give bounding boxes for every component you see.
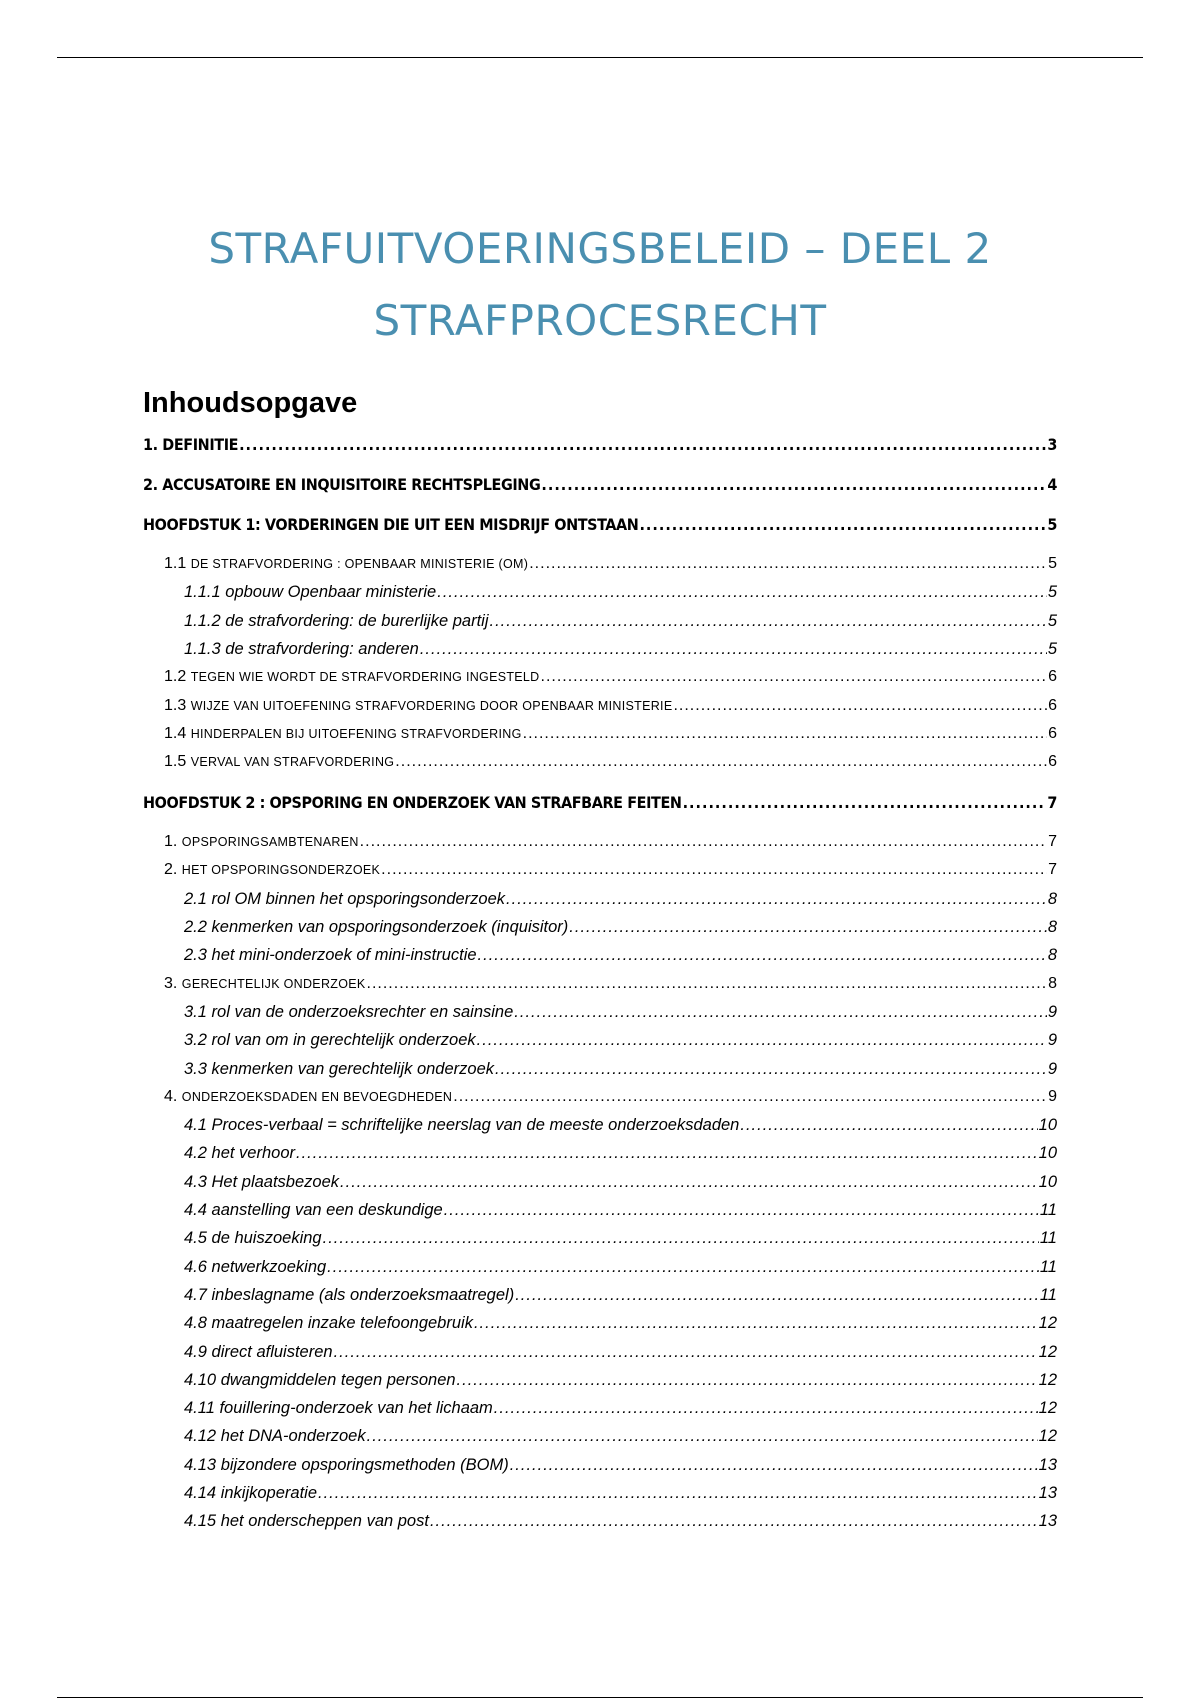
toc-entry[interactable] [164,555,1057,573]
toc-entry[interactable] [184,946,1057,965]
toc-entry-number: 1.3 [164,696,191,714]
toc-dot-leader [323,1229,1039,1248]
toc-page-number: 6 [1048,724,1057,742]
toc-entry-number: 4. [164,1087,182,1105]
toc-entry[interactable] [164,725,1057,743]
toc-page-number: 7 [1048,861,1057,879]
toc-entry[interactable] [143,515,1057,534]
toc-entry[interactable] [184,1258,1057,1277]
toc-entry-title: 4.7 inbeslagname (als onderzoeksmaatregel) [184,1285,515,1304]
toc-entry-title: 4.3 Het plaatsbezoek [184,1172,340,1191]
toc-entry-title: 4.13 bijzondere opsporingsmethoden (BOM) [184,1455,509,1474]
toc-entry[interactable] [184,1456,1057,1475]
toc-entry[interactable] [143,435,1057,454]
toc-entry-title [164,975,366,993]
toc-entry[interactable] [184,1116,1057,1135]
toc-entry-number: 1. [164,833,182,851]
toc-dot-leader [523,725,1047,743]
toc-dot-leader [673,697,1047,715]
toc-entry[interactable] [143,475,1057,494]
toc-page-number: 11 [1039,1285,1057,1304]
toc-dot-leader [437,583,1047,602]
toc-entry[interactable] [184,1173,1057,1192]
toc-page-number: 12 [1038,1342,1057,1361]
toc-page-number: 13 [1038,1455,1057,1474]
toc-entry[interactable] [164,833,1057,851]
toc-entry-title: 4.11 fouillering-onderzoek van het lichaam [184,1399,493,1418]
toc-entry-number: 1.4 [164,724,191,742]
toc-entry[interactable] [184,1371,1057,1390]
toc-page-number: 9 [1047,1031,1057,1050]
toc-entry[interactable] [184,1484,1057,1503]
toc-page-number: 11 [1039,1257,1057,1276]
toc-page-number: 13 [1038,1512,1057,1531]
toc-entry-label: TEGEN WIE WORDT DE STRAFVORDERING INGESTELD [190,670,540,685]
toc-entry[interactable] [164,753,1057,771]
toc-entry[interactable] [184,1314,1057,1333]
toc-entry[interactable] [184,1060,1057,1079]
document-title: STRAFUITVOERINGSBELEID – DEEL 2 [208,224,992,273]
toc-entry-title [164,861,380,879]
toc-page-number: 9 [1047,1002,1057,1021]
toc-dot-leader [490,612,1047,631]
toc-page-number: 5 [1047,611,1057,630]
toc-page-number: 6 [1048,696,1057,714]
toc-entry[interactable] [184,640,1057,659]
toc-dot-leader [569,918,1047,937]
toc-entry-title [164,1088,452,1106]
toc-dot-leader [430,1512,1038,1531]
toc-dot-leader [296,1144,1038,1163]
toc-entry[interactable] [164,668,1057,686]
toc-dot-leader [740,1116,1037,1135]
toc-page-number: 8 [1047,889,1057,908]
toc-entry[interactable] [164,697,1057,715]
toc-entry-title: 2.3 het mini-onderzoek of mini-instructie [184,946,477,965]
toc-dot-leader [478,946,1047,965]
toc-entry-label: HET OPSPORINGSONDERZOEK [181,863,381,878]
toc-entry[interactable] [184,1031,1057,1050]
toc-entry-title: 4.10 dwangmiddelen tegen personen [184,1370,456,1389]
toc-page-number: 8 [1047,918,1057,936]
toc-entry-title [164,725,522,743]
toc-page-number: 12 [1038,1370,1057,1389]
toc-heading: Inhoudsopgave [143,387,358,419]
toc-page-number: 8 [1047,946,1057,965]
toc-page-number: 11 [1039,1229,1057,1248]
toc-entry-title: 4.12 het DNA-onderzoek [184,1427,366,1446]
toc-page-number: 6 [1048,668,1057,686]
toc-dot-leader [360,833,1047,851]
toc-dot-leader [444,1201,1039,1220]
toc-page-number: 5 [1047,583,1057,602]
toc-dot-leader [639,515,1046,534]
toc-entry-title: 4.6 netwerkzoeking [184,1257,327,1276]
toc-entry-title: 4.14 inkijkoperatie [184,1484,317,1502]
toc-entry-title: 4.15 het onderscheppen van post [184,1512,429,1531]
toc-page-number: 5 [1047,639,1057,658]
toc-entry[interactable] [184,1144,1057,1163]
toc-entry[interactable] [184,1201,1057,1220]
toc-entry-label: GERECHTELIJK ONDERZOEK [181,976,366,991]
toc-dot-leader [239,435,1046,454]
toc-dot-leader [457,1371,1038,1390]
toc-page-number: 7 [1047,793,1057,813]
toc-entry[interactable] [184,1399,1057,1418]
toc-dot-leader [494,1399,1038,1418]
toc-entry-title: 4.1 Proces-verbaal = schriftelijke neerslag van de meeste onderzoeksdaden [184,1116,740,1135]
toc-dot-leader [506,890,1047,909]
toc-dot-leader [318,1484,1038,1503]
toc-entry-title: 2.1 rol OM binnen het opsporingsonderzoek [184,889,506,908]
toc-page-number: 13 [1038,1484,1057,1502]
toc-entry-title: 2.2 kenmerken van opsporingsonderzoek (inquisitor) [184,918,569,936]
toc-dot-leader [477,1031,1047,1050]
toc-dot-leader [495,1060,1047,1079]
toc-entry-title: 1.1.1 opbouw Openbaar ministerie [184,583,437,602]
toc-dot-leader [395,753,1047,771]
toc-entry-number: 3. [164,974,182,992]
toc-page-number: 6 [1048,753,1057,771]
toc-entry[interactable] [164,861,1057,879]
toc-dot-leader [474,1314,1038,1333]
toc-entry[interactable] [184,1286,1057,1305]
toc-entry-title: 4.8 maatregelen inzake telefoongebruik [184,1314,473,1333]
toc-entry-title: 2. ACCUSATOIRE EN INQUISITOIRE RECHTSPLEGING [143,475,541,494]
toc-entry-title: 3.3 kenmerken van gerechtelijk onderzoek [184,1059,495,1078]
toc-page-number: 11 [1039,1201,1057,1219]
toc-dot-leader [453,1088,1047,1106]
toc-dot-leader [541,668,1048,686]
toc-page-number: 3 [1047,435,1057,454]
toc-entry-label: WIJZE VAN UITOEFENING STRAFVORDERING DOOR OPENBAAR MINISTERIE [190,698,673,713]
toc-dot-leader [381,861,1047,879]
toc-entry-number: 1.1 [164,555,191,572]
toc-dot-leader [334,1343,1038,1362]
toc-entry-title: 1. DEFINITIE [143,435,239,454]
toc-entry[interactable] [184,1427,1057,1446]
toc-dot-leader [367,1427,1038,1446]
toc-entry-title: 4.4 aanstelling van een deskundige [184,1201,443,1219]
toc-entry[interactable] [184,1003,1057,1022]
toc-entry-title: HOOFDSTUK 2 : OPSPORING EN ONDERZOEK VAN STRAFBARE FEITEN [143,793,682,813]
toc-entry-title: 4.9 direct afluisteren [184,1342,333,1361]
toc-entry-label: OPSPORINGSAMBTENAREN [181,835,359,850]
toc-dot-leader [515,1286,1039,1305]
toc-entry-label: VERVAL VAN STRAFVORDERING [190,755,395,770]
toc-entry-number: 1.2 [164,668,191,686]
toc-page-number: 12 [1038,1399,1057,1418]
toc-entry-title: 1.1.3 de strafvordering: anderen [184,639,419,658]
toc-dot-leader [683,793,1047,812]
toc-page-number: 8 [1048,974,1057,992]
toc-entry-title [164,753,394,771]
toc-entry-label: DE STRAFVORDERING : OPENBAAR MINISTERIE (OM) [190,557,529,571]
toc-entry-title: HOOFDSTUK 1: VORDERINGEN DIE UIT EEN MISDRIJF ONTSTAAN [143,515,639,534]
toc-page-number: 10 [1038,1144,1057,1163]
toc-entry-title: 4.5 de huiszoeking [184,1229,322,1248]
toc-entry-title [164,668,540,686]
toc-entry-title [164,697,672,715]
toc-dot-leader [420,640,1047,659]
toc-page-number: 7 [1048,833,1057,851]
toc-entry-title: 3.2 rol van om in gerechtelijk onderzoek [184,1031,476,1050]
footer-rule [57,1697,1143,1698]
toc-page-number: 9 [1048,1087,1057,1105]
toc-entry[interactable] [184,583,1057,602]
toc-entry[interactable] [143,793,1057,812]
toc-entry-label: ONDERZOEKSDADEN EN BEVOEGDHEDEN [181,1089,453,1104]
toc-page-number: 9 [1047,1059,1057,1078]
toc-dot-leader [510,1456,1038,1475]
toc-dot-leader [367,975,1048,993]
toc-dot-leader [514,1003,1047,1022]
toc-dot-leader [541,475,1046,494]
toc-entry[interactable] [164,1088,1057,1106]
toc-entry-label: HINDERPALEN BIJ UITOEFENING STRAFVORDERING [190,726,522,741]
toc-entry[interactable] [184,1512,1057,1531]
toc-dot-leader [327,1258,1039,1277]
toc-dot-leader [529,555,1047,573]
toc-dot-leader [340,1173,1038,1192]
toc-page-number: 5 [1048,555,1057,572]
toc-entry[interactable] [184,918,1057,937]
toc-entry[interactable] [184,612,1057,631]
toc-page-number: 12 [1038,1314,1057,1333]
document-subtitle: STRAFPROCESRECHT [373,296,827,345]
toc-page-number: 12 [1038,1427,1057,1446]
toc-entry-title [164,833,359,851]
toc-entry-number: 1.5 [164,753,191,771]
toc-entry-title [164,555,528,573]
toc-entry[interactable] [184,1229,1057,1248]
toc-entry[interactable] [164,975,1057,993]
toc-entry[interactable] [184,1343,1057,1362]
toc-page-number: 10 [1038,1116,1057,1135]
toc-entry-title: 1.1.2 de strafvordering: de burerlijke partij [184,611,489,630]
toc-page-number: 4 [1047,475,1057,494]
toc-entry[interactable] [184,890,1057,909]
toc-entry-title: 4.2 het verhoor [184,1144,295,1163]
toc-entry-title: 3.1 rol van de onderzoeksrechter en sainsine [184,1002,514,1021]
toc-entry-number: 2. [164,861,182,879]
toc-page-number: 10 [1038,1172,1057,1191]
toc-page-number: 5 [1047,515,1057,534]
